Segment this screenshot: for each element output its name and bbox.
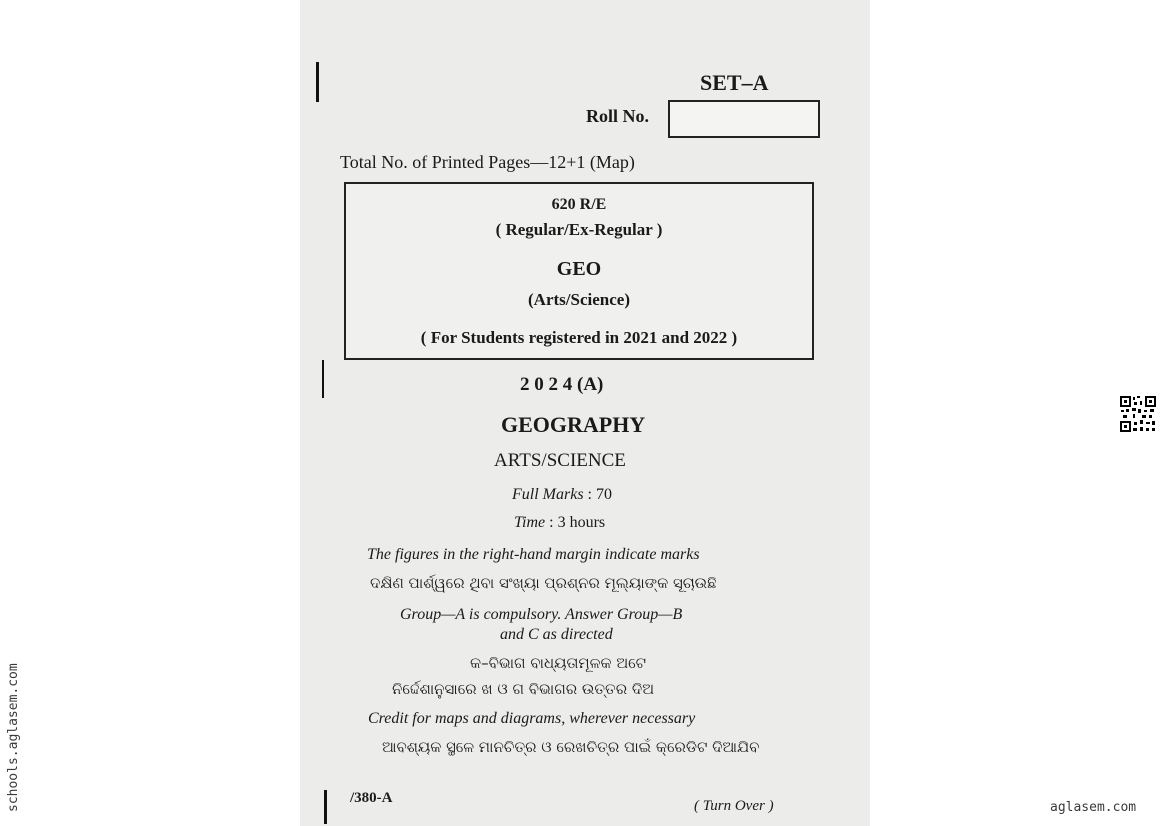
subject-short: GEO <box>556 258 602 280</box>
group-instruction-en-1: Group—A is compulsory. Answer Group—B <box>400 606 683 623</box>
roll-no-label: Roll No. <box>586 106 649 126</box>
group-instruction-od-1: କ–ବିଭାଗ ବାଧ୍ୟତାମୂଳକ ଅଟେ <box>470 654 647 672</box>
stream-short: (Arts/Science) <box>528 290 630 309</box>
qr-code-icon[interactable] <box>1119 395 1157 433</box>
paper-code: /380-A <box>350 790 393 806</box>
marks-instruction-en: The figures in the right-hand margin indicate marks <box>367 546 700 563</box>
full-marks <box>512 486 612 504</box>
roll-no-field[interactable] <box>668 100 820 138</box>
set-label: SET–A <box>700 70 769 95</box>
exam-subject: GEOGRAPHY <box>501 412 646 437</box>
group-instruction-od-2: ନିର୍ଦ୍ଦେଶାନୁସାରେ ଖ ଓ ଗ ବିଭାଗର ଉତ୍ତର ଦିଅ <box>392 680 655 698</box>
turn-over: ( Turn Over ) <box>694 798 774 814</box>
watermark-right: aglasem.com <box>1050 800 1137 815</box>
marks-instruction-od: ଦକ୍ଷିଣ ପାର୍ଶ୍ୱରେ ଥିବା ସଂଖ୍ୟା ପ୍ରଶ୍ନର ମୂଲ୍ୟାଙ୍କ ସୂଚାଉଛି <box>370 574 717 592</box>
margin-bar-middle <box>322 360 324 398</box>
credit-instruction-od: ଆବଶ୍ୟକ ସ୍ଥଳେ ମାନଚିତ୍ର ଓ ରେଖଚିତ୍ର ପାଇଁ କ୍ରେଡିଟ ଦିଆଯିବ <box>382 738 760 756</box>
course-code: 620 R/E <box>551 196 607 213</box>
students-registered: ( For Students registered in 2021 and 2022 ) <box>420 328 738 347</box>
course-info-box <box>344 182 814 360</box>
printed-pages: Total No. of Printed Pages—12+1 (Map) <box>340 152 635 172</box>
margin-bar-bottom <box>324 790 327 824</box>
full-marks-label: Full Marks <box>512 486 584 503</box>
group-instruction-en-2: and C as directed <box>500 626 613 643</box>
exam-stream: ARTS/SCIENCE <box>494 450 626 471</box>
regular-type: ( Regular/Ex-Regular ) <box>495 220 663 239</box>
watermark-left: schools.aglasem.com <box>6 663 21 812</box>
time-value: : 3 hours <box>549 514 606 531</box>
credit-instruction-en: Credit for maps and diagrams, wherever necessary <box>368 710 696 727</box>
full-marks-value: : 70 <box>587 486 612 503</box>
exam-year: 2 0 2 4 (A) <box>520 374 604 395</box>
time-label: Time <box>514 514 546 531</box>
time <box>514 514 605 532</box>
margin-bar-top <box>316 62 319 102</box>
